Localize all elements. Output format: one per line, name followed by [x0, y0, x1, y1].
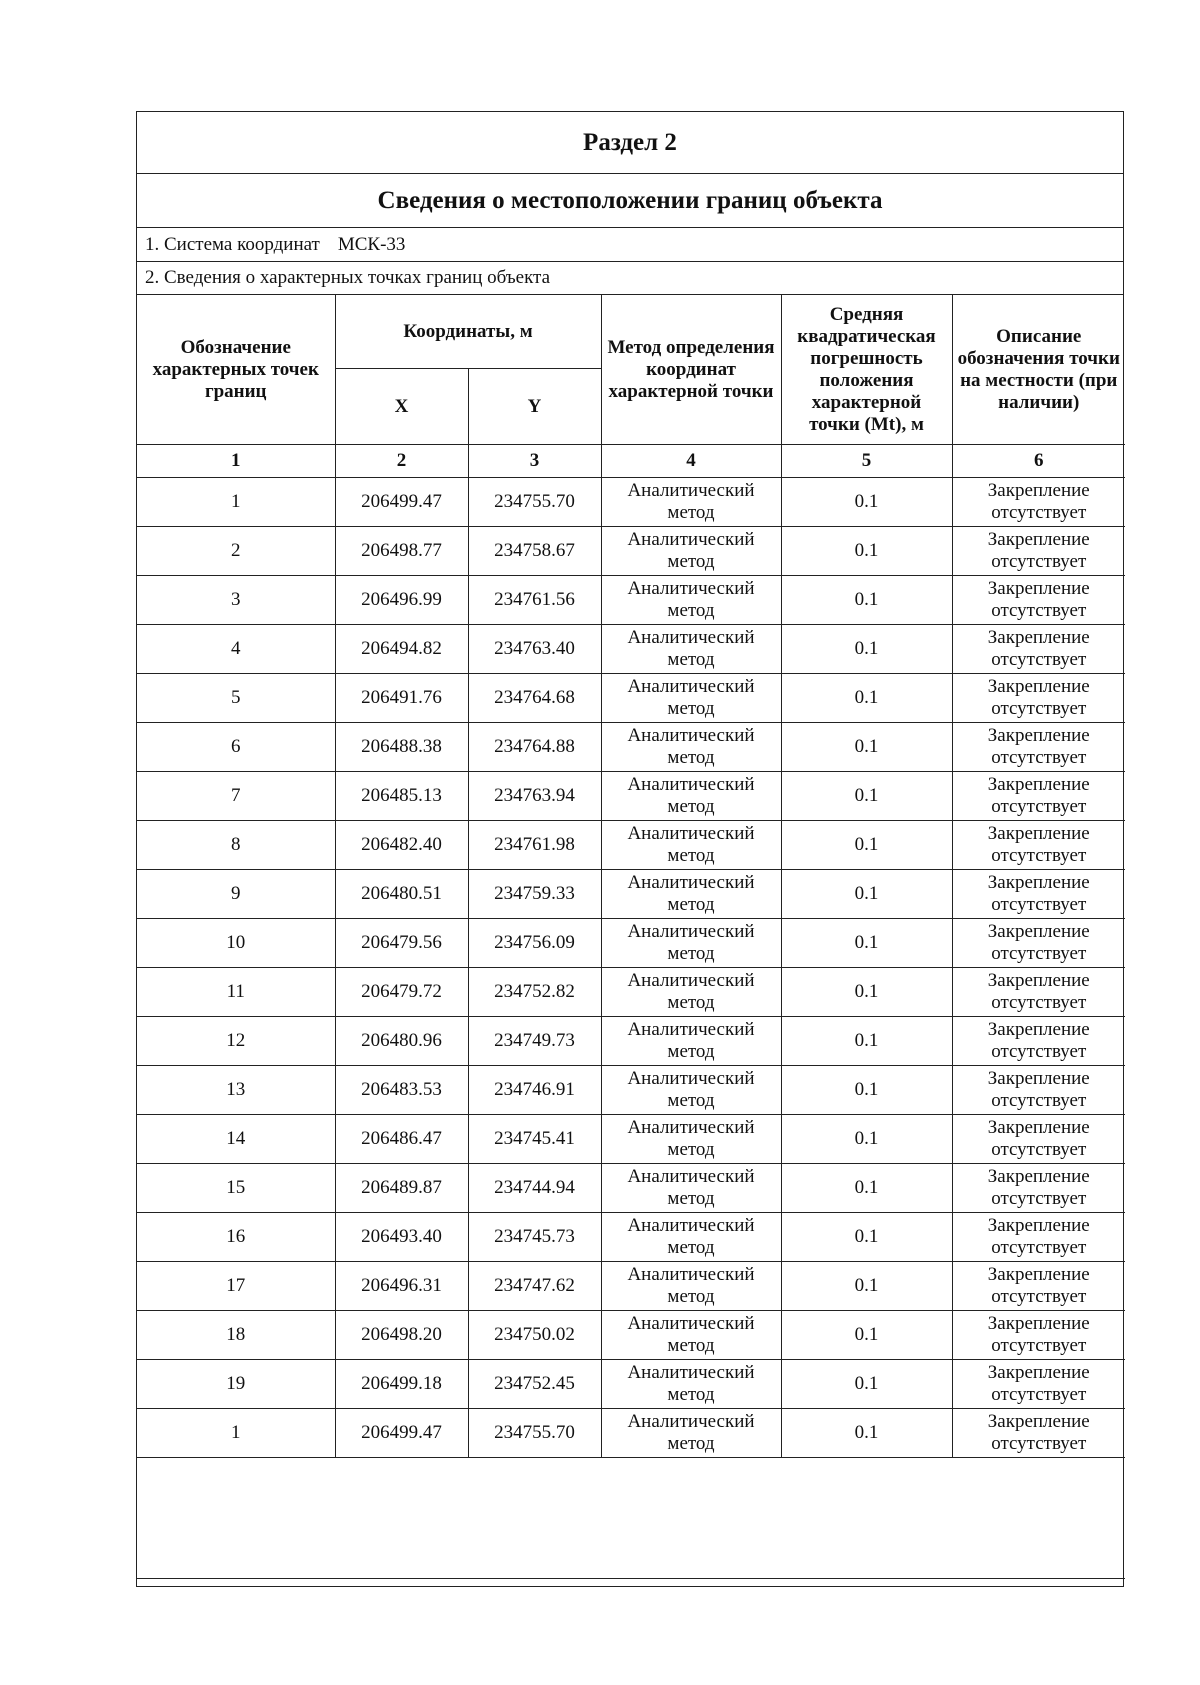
point-number: 7 [137, 772, 335, 821]
description-line: Закрепление [987, 1166, 1090, 1187]
method-line: Аналитический [627, 921, 755, 942]
description-line: Закрепление [987, 774, 1090, 795]
coord-y: 234747.62 [468, 1262, 601, 1311]
header-accuracy: Средняя квадратическая погрешность положения характерной точки (Mt), м [781, 295, 952, 445]
method-line: Аналитический [627, 774, 755, 795]
point-number: 6 [137, 723, 335, 772]
coord-x: 206493.40 [335, 1213, 468, 1262]
method-line: Аналитический [627, 529, 755, 550]
coord-system-line [137, 228, 1123, 262]
description-line: Закрепление [987, 1264, 1090, 1285]
method-line: Аналитический [627, 872, 755, 893]
method-cell [601, 968, 781, 1017]
points-heading: 2. Сведения о характерных точках границ объекта [137, 262, 1123, 295]
point-number: 5 [137, 674, 335, 723]
description-cell [952, 1115, 1125, 1164]
description-line: Закрепление [987, 676, 1090, 697]
column-number: 5 [781, 445, 952, 478]
method-cell [601, 1066, 781, 1115]
coord-y: 234752.45 [468, 1360, 601, 1409]
coord-y: 234755.70 [468, 478, 601, 527]
coord-y: 234744.94 [468, 1164, 601, 1213]
accuracy-value: 0.1 [781, 1213, 952, 1262]
document-subtitle: Сведения о местоположении границ объекта [137, 174, 1123, 228]
method-line: метод [667, 1090, 715, 1111]
description-cell [952, 1017, 1125, 1066]
coord-y: 234756.09 [468, 919, 601, 968]
method-line: Аналитический [627, 676, 755, 697]
method-cell [601, 723, 781, 772]
description-line: отсутствует [991, 600, 1087, 621]
description-line: отсутствует [991, 1139, 1087, 1160]
table-row [137, 1360, 1125, 1409]
column-number: 2 [335, 445, 468, 478]
description-cell [952, 625, 1125, 674]
coord-x: 206482.40 [335, 821, 468, 870]
description-line: Закрепление [987, 578, 1090, 599]
description-cell [952, 1213, 1125, 1262]
coord-y: 234745.73 [468, 1213, 601, 1262]
method-line: метод [667, 1433, 715, 1454]
method-cell [601, 1017, 781, 1066]
description-cell [952, 1311, 1125, 1360]
description-cell [952, 1360, 1125, 1409]
header-designation: Обозначение характерных точек границ [137, 295, 335, 445]
accuracy-value: 0.1 [781, 919, 952, 968]
point-number: 3 [137, 576, 335, 625]
description-line: Закрепление [987, 823, 1090, 844]
table-row [137, 1311, 1125, 1360]
coord-x: 206494.82 [335, 625, 468, 674]
accuracy-value: 0.1 [781, 1115, 952, 1164]
description-cell [952, 1164, 1125, 1213]
accuracy-value: 0.1 [781, 1017, 952, 1066]
coord-x: 206485.13 [335, 772, 468, 821]
method-line: Аналитический [627, 1166, 755, 1187]
coord-x: 206498.77 [335, 527, 468, 576]
coord-y: 234764.88 [468, 723, 601, 772]
point-number: 4 [137, 625, 335, 674]
method-line: метод [667, 698, 715, 719]
coord-y: 234761.98 [468, 821, 601, 870]
method-line: метод [667, 894, 715, 915]
coord-y: 234758.67 [468, 527, 601, 576]
coord-y: 234759.33 [468, 870, 601, 919]
method-cell [601, 1262, 781, 1311]
description-cell [952, 919, 1125, 968]
method-cell [601, 1311, 781, 1360]
description-line: Закрепление [987, 627, 1090, 648]
method-line: метод [667, 1188, 715, 1209]
method-line: Аналитический [627, 1215, 755, 1236]
description-line: Закрепление [987, 1411, 1090, 1432]
method-line: Аналитический [627, 1411, 755, 1432]
method-line: Аналитический [627, 1068, 755, 1089]
description-line: отсутствует [991, 1041, 1087, 1062]
table-row [137, 1115, 1125, 1164]
description-line: отсутствует [991, 502, 1087, 523]
description-line: отсутствует [991, 943, 1087, 964]
blank-row [137, 1458, 1125, 1579]
description-line: отсутствует [991, 747, 1087, 768]
method-line: Аналитический [627, 627, 755, 648]
method-line: Аналитический [627, 1019, 755, 1040]
table-row [137, 919, 1125, 968]
method-line: метод [667, 943, 715, 964]
description-line: Закрепление [987, 1313, 1090, 1334]
method-line: метод [667, 551, 715, 572]
coord-system-value: МСК-33 [337, 233, 406, 255]
description-cell [952, 772, 1125, 821]
coord-x: 206499.47 [335, 478, 468, 527]
method-line: метод [667, 747, 715, 768]
method-cell [601, 821, 781, 870]
coord-y: 234749.73 [468, 1017, 601, 1066]
description-cell [952, 968, 1125, 1017]
document-frame [136, 111, 1124, 1587]
accuracy-value: 0.1 [781, 576, 952, 625]
method-line: метод [667, 1139, 715, 1160]
header-coordinates: Координаты, м [335, 295, 601, 369]
table-row [137, 1262, 1125, 1311]
section-title: Раздел 2 [137, 112, 1123, 174]
description-cell [952, 478, 1125, 527]
coord-x: 206480.51 [335, 870, 468, 919]
method-line: метод [667, 1041, 715, 1062]
point-number: 16 [137, 1213, 335, 1262]
column-number: 3 [468, 445, 601, 478]
coord-x: 206499.18 [335, 1360, 468, 1409]
description-line: отсутствует [991, 1433, 1087, 1454]
coord-x: 206499.47 [335, 1409, 468, 1458]
accuracy-value: 0.1 [781, 1311, 952, 1360]
table-row [137, 625, 1125, 674]
point-number: 19 [137, 1360, 335, 1409]
column-number: 1 [137, 445, 335, 478]
description-cell [952, 1262, 1125, 1311]
coord-y: 234746.91 [468, 1066, 601, 1115]
method-line: Аналитический [627, 578, 755, 599]
table-row [137, 870, 1125, 919]
description-cell [952, 1409, 1125, 1458]
description-line: Закрепление [987, 1117, 1090, 1138]
description-line: Закрепление [987, 1019, 1090, 1040]
description-line: отсутствует [991, 894, 1087, 915]
description-line: Закрепление [987, 529, 1090, 550]
description-line: Закрепление [987, 1068, 1090, 1089]
coord-y: 234761.56 [468, 576, 601, 625]
accuracy-value: 0.1 [781, 478, 952, 527]
column-number: 6 [952, 445, 1125, 478]
coord-y: 234763.40 [468, 625, 601, 674]
method-cell [601, 527, 781, 576]
point-number: 18 [137, 1311, 335, 1360]
description-line: отсутствует [991, 1090, 1087, 1111]
accuracy-value: 0.1 [781, 625, 952, 674]
description-line: отсутствует [991, 698, 1087, 719]
method-line: метод [667, 649, 715, 670]
table-row [137, 1213, 1125, 1262]
accuracy-value: 0.1 [781, 674, 952, 723]
table-row [137, 576, 1125, 625]
method-cell [601, 919, 781, 968]
method-line: Аналитический [627, 1117, 755, 1138]
column-number: 4 [601, 445, 781, 478]
coord-x: 206489.87 [335, 1164, 468, 1213]
description-line: отсутствует [991, 649, 1087, 670]
table-row [137, 1164, 1125, 1213]
coord-y: 234764.68 [468, 674, 601, 723]
description-line: отсутствует [991, 845, 1087, 866]
coord-x: 206483.53 [335, 1066, 468, 1115]
method-cell [601, 1409, 781, 1458]
description-cell [952, 576, 1125, 625]
method-line: Аналитический [627, 1264, 755, 1285]
coord-x: 206479.56 [335, 919, 468, 968]
accuracy-value: 0.1 [781, 821, 952, 870]
header-description: Описание обозначения точки на местности (при наличии) [952, 295, 1125, 445]
description-line: отсутствует [991, 992, 1087, 1013]
accuracy-value: 0.1 [781, 1164, 952, 1213]
description-line: отсутствует [991, 1237, 1087, 1258]
method-line: Аналитический [627, 1362, 755, 1383]
point-number: 1 [137, 478, 335, 527]
method-cell [601, 674, 781, 723]
coord-x: 206491.76 [335, 674, 468, 723]
table-row [137, 821, 1125, 870]
accuracy-value: 0.1 [781, 1409, 952, 1458]
method-line: Аналитический [627, 480, 755, 501]
coord-x: 206486.47 [335, 1115, 468, 1164]
point-number: 1 [137, 1409, 335, 1458]
method-cell [601, 576, 781, 625]
coord-y: 234752.82 [468, 968, 601, 1017]
point-number: 17 [137, 1262, 335, 1311]
table-row [137, 1066, 1125, 1115]
description-cell [952, 723, 1125, 772]
method-line: Аналитический [627, 823, 755, 844]
method-line: метод [667, 502, 715, 523]
method-line: метод [667, 1286, 715, 1307]
method-cell [601, 1360, 781, 1409]
method-line: Аналитический [627, 1313, 755, 1334]
point-number: 11 [137, 968, 335, 1017]
method-line: метод [667, 796, 715, 817]
accuracy-value: 0.1 [781, 723, 952, 772]
description-line: Закрепление [987, 970, 1090, 991]
coord-system-label: 1. Система координат [145, 233, 320, 255]
coord-x: 206488.38 [335, 723, 468, 772]
description-line: отсутствует [991, 796, 1087, 817]
accuracy-value: 0.1 [781, 1066, 952, 1115]
table-row [137, 478, 1125, 527]
description-line: Закрепление [987, 480, 1090, 501]
table-row [137, 1017, 1125, 1066]
description-line: отсутствует [991, 1335, 1087, 1356]
description-line: Закрепление [987, 872, 1090, 893]
description-line: отсутствует [991, 1188, 1087, 1209]
coord-y: 234745.41 [468, 1115, 601, 1164]
accuracy-value: 0.1 [781, 1262, 952, 1311]
method-line: Аналитический [627, 725, 755, 746]
accuracy-value: 0.1 [781, 772, 952, 821]
method-line: метод [667, 992, 715, 1013]
coord-x: 206496.99 [335, 576, 468, 625]
method-line: Аналитический [627, 970, 755, 991]
point-number: 9 [137, 870, 335, 919]
method-cell [601, 478, 781, 527]
table-row [137, 968, 1125, 1017]
coord-x: 206479.72 [335, 968, 468, 1017]
description-line: Закрепление [987, 1362, 1090, 1383]
point-number: 13 [137, 1066, 335, 1115]
description-line: Закрепление [987, 921, 1090, 942]
header-x: X [335, 369, 468, 445]
description-line: отсутствует [991, 551, 1087, 572]
coord-x: 206498.20 [335, 1311, 468, 1360]
method-cell [601, 1213, 781, 1262]
table-row [137, 527, 1125, 576]
method-cell [601, 772, 781, 821]
method-line: метод [667, 1237, 715, 1258]
description-line: Закрепление [987, 725, 1090, 746]
method-line: метод [667, 1384, 715, 1405]
coord-x: 206480.96 [335, 1017, 468, 1066]
method-cell [601, 870, 781, 919]
accuracy-value: 0.1 [781, 968, 952, 1017]
accuracy-value: 0.1 [781, 1360, 952, 1409]
description-cell [952, 1066, 1125, 1115]
table-row [137, 674, 1125, 723]
boundary-points-table [137, 295, 1125, 1579]
description-cell [952, 527, 1125, 576]
point-number: 8 [137, 821, 335, 870]
table-row [137, 723, 1125, 772]
method-cell [601, 625, 781, 674]
description-line: отсутствует [991, 1286, 1087, 1307]
description-line: отсутствует [991, 1384, 1087, 1405]
coord-x: 206496.31 [335, 1262, 468, 1311]
description-cell [952, 821, 1125, 870]
table-row [137, 772, 1125, 821]
header-method: Метод определения координат характерной точки [601, 295, 781, 445]
description-cell [952, 674, 1125, 723]
method-line: метод [667, 845, 715, 866]
point-number: 12 [137, 1017, 335, 1066]
method-line: метод [667, 1335, 715, 1356]
description-line: Закрепление [987, 1215, 1090, 1236]
blank-cell [137, 1458, 1125, 1579]
point-number: 15 [137, 1164, 335, 1213]
method-cell [601, 1115, 781, 1164]
point-number: 10 [137, 919, 335, 968]
table-row [137, 1409, 1125, 1458]
accuracy-value: 0.1 [781, 870, 952, 919]
coord-y: 234763.94 [468, 772, 601, 821]
method-line: метод [667, 600, 715, 621]
description-cell [952, 870, 1125, 919]
point-number: 2 [137, 527, 335, 576]
point-number: 14 [137, 1115, 335, 1164]
header-y: Y [468, 369, 601, 445]
method-cell [601, 1164, 781, 1213]
coord-y: 234750.02 [468, 1311, 601, 1360]
coord-y: 234755.70 [468, 1409, 601, 1458]
accuracy-value: 0.1 [781, 527, 952, 576]
